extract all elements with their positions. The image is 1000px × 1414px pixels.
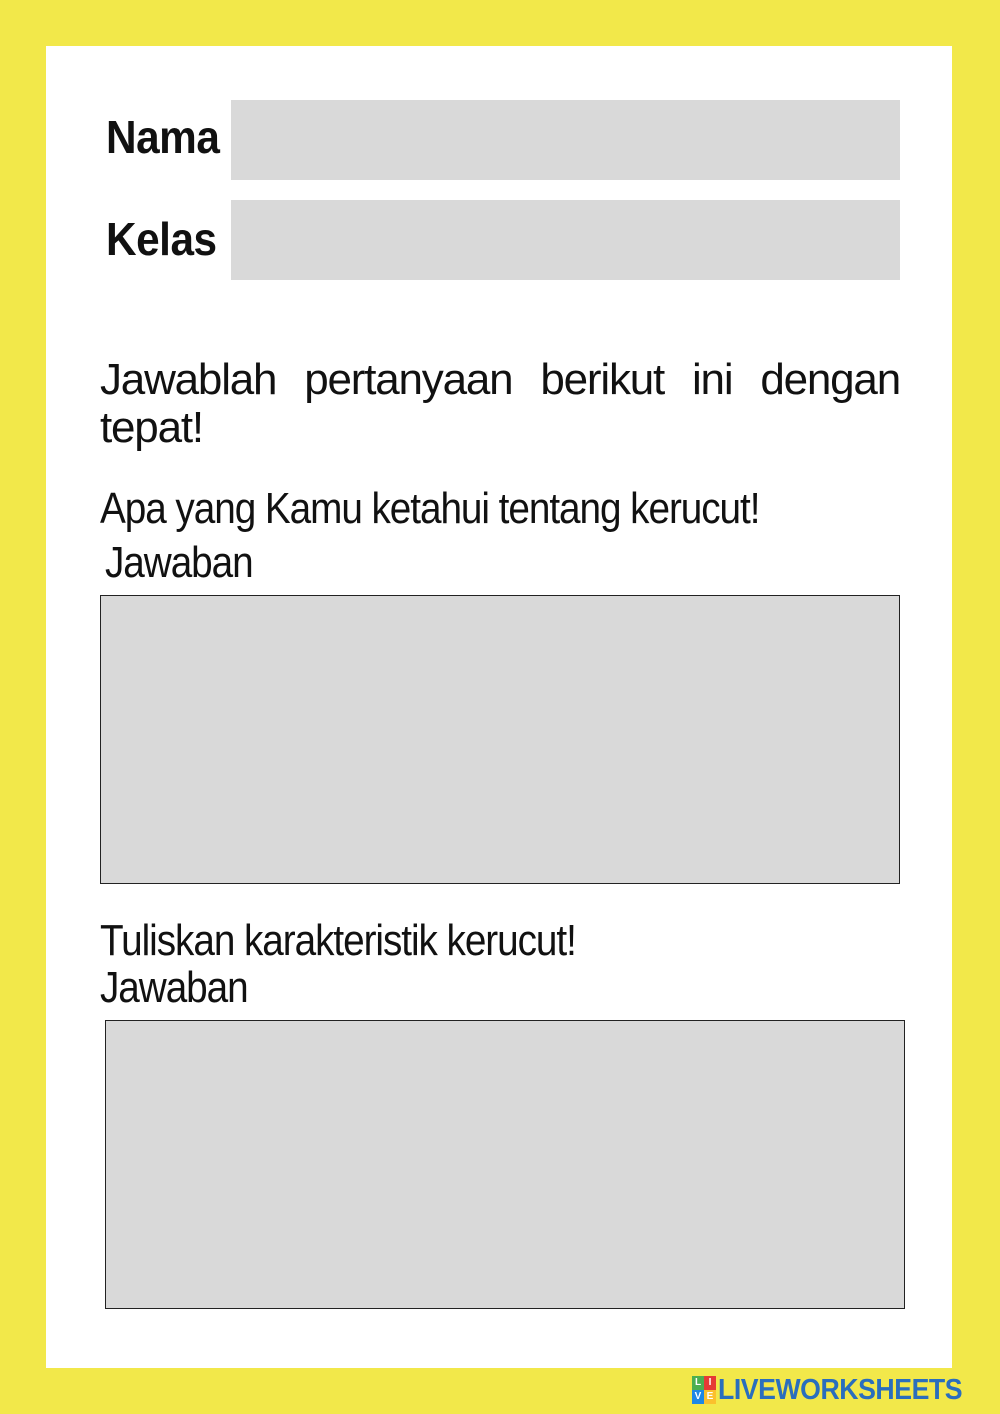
logo-letter-l: L xyxy=(692,1376,704,1390)
logo-letter-v: V xyxy=(692,1390,704,1404)
question-1-text: Apa yang Kamu ketahui tentang kerucut! xyxy=(100,484,760,533)
instruction-line-2: tepat! xyxy=(100,403,203,452)
instruction-word: Jawablah xyxy=(100,355,277,404)
instruction-word: pertanyaan xyxy=(304,355,513,404)
class-input[interactable] xyxy=(231,200,900,280)
instruction-line-1 xyxy=(100,356,900,404)
instruction-word: dengan xyxy=(760,355,900,404)
question-1-answer-box[interactable] xyxy=(100,595,900,884)
liveworksheets-logo-icon xyxy=(692,1376,716,1404)
logo-letter-i: I xyxy=(704,1376,716,1390)
name-label: Nama xyxy=(106,111,220,163)
question-2-answer-label: Jawaban xyxy=(100,963,248,1012)
question-2-answer-box[interactable] xyxy=(105,1020,905,1309)
instruction-text xyxy=(100,356,900,452)
class-label: Kelas xyxy=(106,213,217,265)
instruction-word: ini xyxy=(691,355,733,404)
question-2-text: Tuliskan karakteristik kerucut! xyxy=(100,916,576,965)
question-1-answer-label: Jawaban xyxy=(105,538,253,587)
liveworksheets-brand[interactable] xyxy=(692,1374,983,1406)
logo-letter-e: E xyxy=(704,1390,716,1404)
instruction-word: berikut xyxy=(540,355,665,404)
liveworksheets-wordmark: LIVEWORKSHEETS xyxy=(718,1373,963,1406)
name-input[interactable] xyxy=(231,100,900,180)
